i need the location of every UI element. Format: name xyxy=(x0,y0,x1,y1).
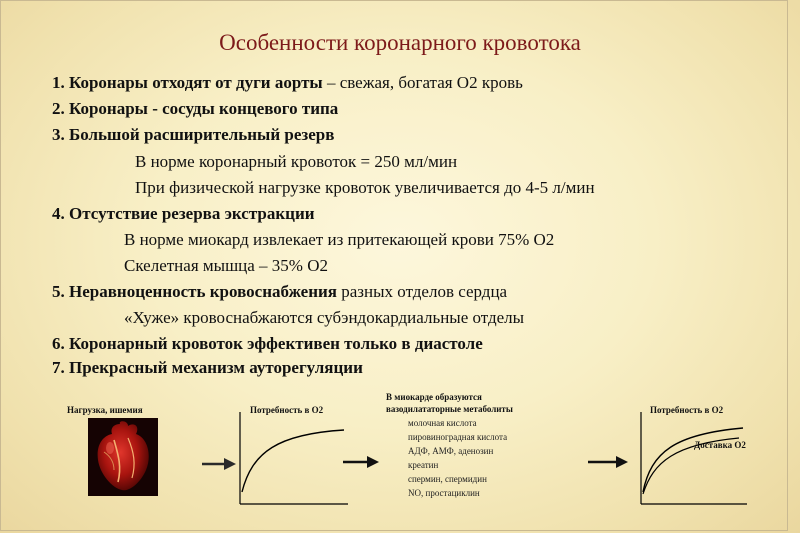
item-4 xyxy=(52,204,315,224)
item-2 xyxy=(52,99,338,119)
metabolite-item: спермин, спермидин xyxy=(408,474,487,484)
item-4-detail-2: Скелетная мышца – 35% О2 xyxy=(124,256,328,275)
item-3-detail-1: В норме коронарный кровоток = 250 мл/мин xyxy=(135,152,458,171)
metabolite-item: АДФ, АМФ, аденозин xyxy=(408,446,494,456)
item-2-bold: 2. Коронары - сосуды концевого типа xyxy=(52,99,339,118)
item-5-rest: разных отделов сердца xyxy=(337,282,508,301)
item-3-detail-2: При физической нагрузке кровоток увеличивается до 4-5 л/мин xyxy=(135,178,595,197)
metabolites-title-2: вазодилататорные метаболиты xyxy=(386,404,513,414)
metabolite-item: пировиноградная кислота xyxy=(408,432,508,442)
arrow-right-icon xyxy=(202,457,236,471)
delivery-label: Доставка О2 xyxy=(694,440,746,450)
graph-need-delivery xyxy=(639,412,749,508)
item-1-rest: – свежая, богатая О2 кровь xyxy=(322,73,523,92)
item-5 xyxy=(52,282,507,302)
metabolites-title-1: В миокарде образуются xyxy=(386,392,482,402)
item-3 xyxy=(52,125,334,145)
item-6-bold: 6. Коронарный кровоток эффективен только в диастоле xyxy=(52,334,483,353)
graph-need xyxy=(238,412,350,508)
item-5-bold: 5. Неравноценность кровоснабжения xyxy=(52,282,338,301)
arrow-right-icon xyxy=(588,455,628,469)
item-4-detail-1: В норме миокард извлекает из притекающей крови 75% О2 xyxy=(124,230,555,249)
metabolite-item: креатин xyxy=(408,460,439,470)
item-1-bold: 1. Коронары отходят от дуги аорты xyxy=(52,73,323,92)
item-6 xyxy=(52,334,483,354)
item-1 xyxy=(52,73,523,93)
need-label-2: Потребность в О2 xyxy=(650,405,724,415)
metabolite-item: молочная кислота xyxy=(408,418,477,428)
metabolite-item: NO, простациклин xyxy=(408,488,480,498)
item-5-detail: «Хуже» кровоснабжаются субэндокардиальные отделы xyxy=(124,308,525,327)
slide-title: Особенности коронарного кровотока xyxy=(219,30,581,55)
item-3-bold: 3. Большой расширительный резерв xyxy=(52,125,335,144)
item-7-bold: 7. Прекрасный механизм ауторегуляции xyxy=(52,358,363,377)
item-4-bold: 4. Отсутствие резерва экстракции xyxy=(52,204,315,223)
need-label-1: Потребность в О2 xyxy=(250,405,324,415)
load-label: Нагрузка, ишемия xyxy=(67,405,143,415)
heart-image xyxy=(88,418,158,496)
item-7 xyxy=(52,358,363,378)
arrow-right-icon xyxy=(343,455,379,469)
